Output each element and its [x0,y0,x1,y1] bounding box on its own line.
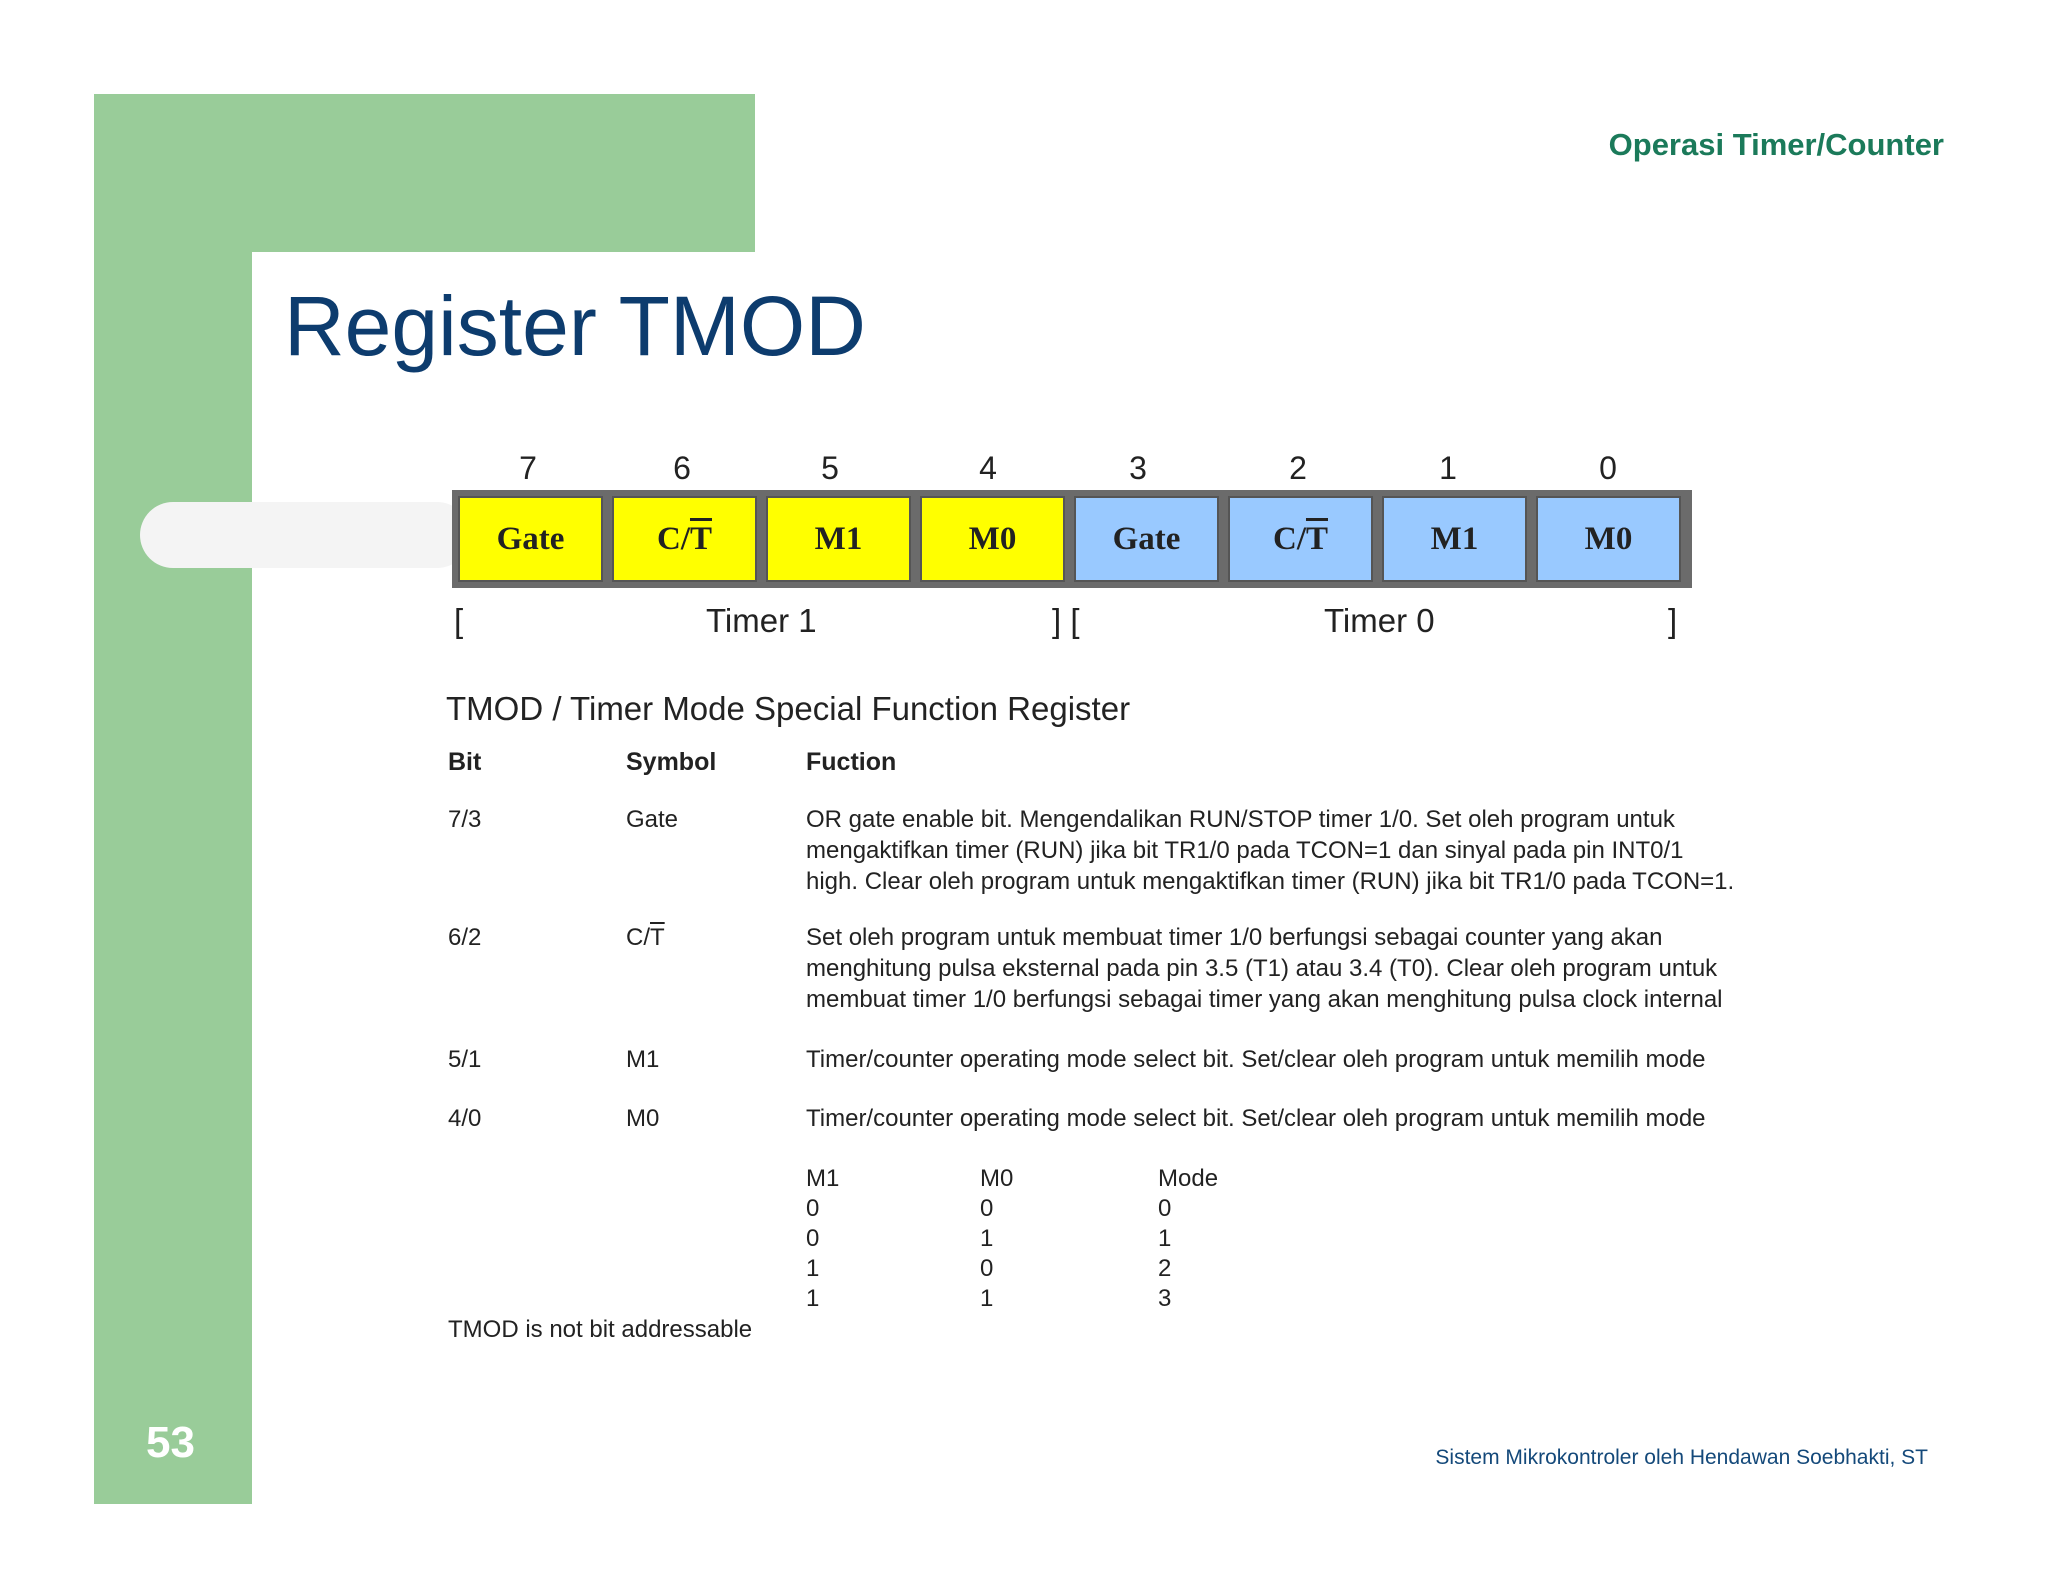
description-line: mengaktifkan timer (RUN) jika bit TR1/0 pada TCON=1 dan sinyal pada pin INT0/1 [806,837,1684,864]
row-description [806,1044,1806,1075]
slide-footer: Sistem Mikrokontroler oleh Hendawan Soebhakti, ST [1435,1446,1928,1469]
mode-cell: 1 [980,1225,994,1252]
mode-cell: 1 [806,1285,820,1312]
addressability-note: TMOD is not bit addressable [448,1316,753,1343]
tmod-register [452,490,1692,588]
header-symbol: Symbol [626,748,717,776]
mode-cell: 1 [806,1255,820,1282]
green-side-band [94,94,252,1504]
row-description [806,1103,1806,1134]
header-function: Fuction [806,748,897,776]
mode-column-m0 [980,1164,1013,1314]
mode-cell: 1 [980,1285,994,1312]
timer0-close-bracket: ] [1668,602,1678,639]
register-cell-ct-t1: C/ $\overline{T}$ [612,496,757,582]
bit-number: 0 [1599,450,1617,486]
register-cell-gate-t1: Gate [458,496,603,582]
bit-number: 6 [673,450,691,486]
bit-number: 4 [979,450,997,486]
row-bit: 4/0 [448,1105,482,1132]
row-symbol: $C/\overline{T}$ [626,924,665,951]
bit-number: 3 [1129,450,1147,486]
description-line: membuat timer 1/0 berfungsi sebagai timer yang akan menghitung pulsa clock internal [806,986,1723,1013]
decorative-pill [140,502,470,568]
register-cell-gate-t0: Gate [1074,496,1219,582]
mode-column-m1 [806,1164,839,1314]
description-line: high. Clear oleh program untuk mengaktifkan timer (RUN) jika bit TR1/0 pada TCON=1. [806,868,1735,895]
timer0-label: Timer 0 [1324,602,1435,639]
bit-number: 2 [1289,450,1307,486]
ct-bar-label: $\overline{T}$ [689,520,712,557]
description-line: menghitung pulsa eksternal pada pin 3.5 (T1) atau 3.4 (T0). Clear oleh program untuk [806,955,1718,982]
mode-cell: 3 [1158,1285,1172,1312]
row-bit: 5/1 [448,1046,482,1073]
row-bit: 6/2 [448,924,482,951]
description-line: Timer/counter operating mode select bit. Set/clear oleh program untuk memilih mode [806,1046,1706,1073]
description-line: Set oleh program untuk membuat timer 1/0 berfungsi sebagai counter yang akan [806,924,1663,951]
timer1-close-bracket: ] [ [1052,602,1080,639]
register-cell-m0-t0: M0 [1536,496,1681,582]
register-cell-m0-t1: M0 [920,496,1065,582]
mode-header: Mode [1158,1165,1219,1192]
description-line: Timer/counter operating mode select bit. Set/clear oleh program untuk memilih mode [806,1105,1706,1132]
mode-cell: 0 [806,1195,820,1222]
mode-header: M0 [980,1165,1014,1192]
mode-cell: 0 [1158,1195,1172,1222]
slide-header: Operasi Timer/Counter [1608,127,1944,162]
row-symbol: M1 [626,1046,660,1073]
register-cell-m1-t0: M1 [1382,496,1527,582]
header-bit: Bit [448,748,482,776]
mode-cell: 1 [1158,1225,1172,1252]
bit-number: 1 [1439,450,1457,486]
table-caption: TMOD / Timer Mode Special Function Register [446,690,1131,727]
mode-header: M1 [806,1165,840,1192]
slide-title: Register TMOD [284,279,866,373]
bit-number: 5 [821,450,839,486]
timer1-label: Timer 1 [706,602,817,639]
mode-cell: 2 [1158,1255,1172,1282]
ct-bar-label: $\overline{T}$ [1305,520,1328,557]
page-number: 53 [146,1418,195,1467]
row-symbol: Gate [626,806,679,833]
mode-cell: 0 [980,1195,994,1222]
description-line: OR gate enable bit. Mengendalikan RUN/STOP timer 1/0. Set oleh program untuk [806,806,1675,833]
register-cell-m1-t1: M1 [766,496,911,582]
mode-cell: 0 [806,1225,820,1252]
ct-bar-label: $\overline{T}$ [650,924,665,951]
timer1-open-bracket: [ [454,602,464,639]
mode-cell: 0 [980,1255,994,1282]
row-symbol: M0 [626,1105,660,1132]
bit-number-row [452,450,1692,490]
row-description [806,922,1806,1015]
row-description [806,804,1806,897]
bit-number: 7 [519,450,537,486]
row-bit: 7/3 [448,806,482,833]
mode-column-mode [1158,1164,1218,1314]
register-cell-ct-t0: C/ $\overline{T}$ [1228,496,1373,582]
